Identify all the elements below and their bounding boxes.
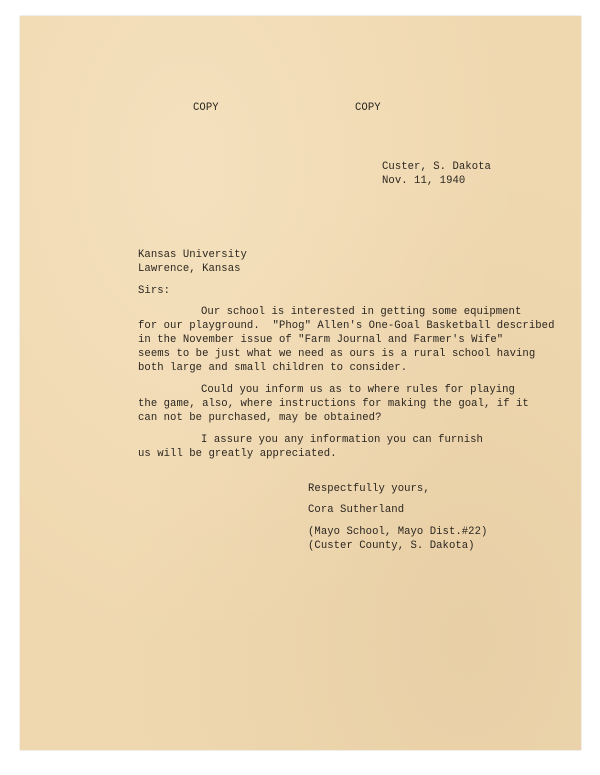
paragraph-1-line-4: seems to be just what we need as ours is a rural school having <box>138 348 536 360</box>
valediction: Respectfully yours, <box>308 483 430 495</box>
paragraph-1-line-1: Our school is interested in getting some equipment <box>201 306 522 318</box>
dateline-date: Nov. 11, 1940 <box>382 175 466 187</box>
addressee-line-1: Kansas University <box>138 249 247 261</box>
paragraph-2-line-3: can not be purchased, may be obtained? <box>138 412 382 424</box>
paragraph-1-line-5: both large and small children to consider. <box>138 362 408 374</box>
dateline-place: Custer, S. Dakota <box>382 161 491 173</box>
addressee-line-2: Lawrence, Kansas <box>138 263 241 275</box>
paragraph-1-line-2: for our playground. "Phog" Allen's One-Goal Basketball described <box>138 320 555 332</box>
paragraph-2-line-1: Could you inform us as to where rules for playing <box>201 384 515 396</box>
paragraph-3-line-2: us will be greatly appreciated. <box>138 448 337 460</box>
copy-mark-left: COPY <box>193 102 219 114</box>
copy-mark-right: COPY <box>355 102 381 114</box>
salutation: Sirs: <box>138 285 171 297</box>
signer-affiliation-1: (Mayo School, Mayo Dist.#22) <box>308 526 488 538</box>
paragraph-2-line-2: the game, also, where instructions for making the goal, if it <box>138 398 529 410</box>
signer-name: Cora Sutherland <box>308 504 405 516</box>
paragraph-3-line-1: I assure you any information you can furnish <box>201 434 483 446</box>
signer-affiliation-2: (Custer County, S. Dakota) <box>308 540 475 552</box>
paragraph-1-line-3: in the November issue of "Farm Journal and Farmer's Wife" <box>138 334 504 346</box>
